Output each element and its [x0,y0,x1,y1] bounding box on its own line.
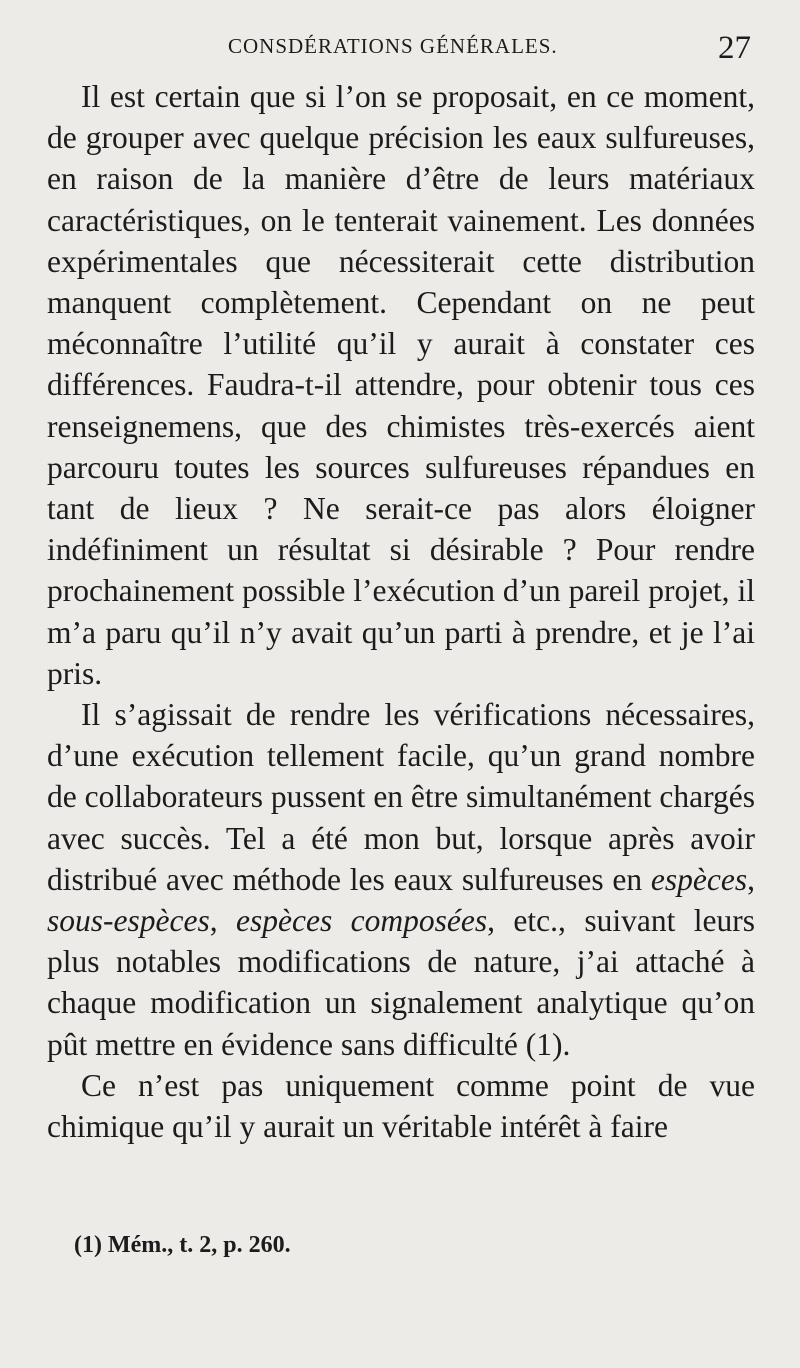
running-title: CONSDÉRATIONS GÉNÉRALES. [228,34,558,58]
body-text [47,76,755,1147]
page-header [0,30,800,74]
page-number: 27 [718,30,751,66]
italic-term-especes-composees: espèces composées [236,903,488,939]
paragraph-3: Ce n’est pas uniquement comme point de vue chimique qu’il y aurait un véritable intérêt à faire [47,1067,755,1145]
paragraph-2-text-a: Il s’agissait de rendre les vérifications nécessaires, d’une exécution tellement facile, qu’un grand nombre de collaborateurs pussent en être simultanément chargés avec succès. Tel a été mon but, lorsque après avoir distribué avec méthode les eaux sulfureuses en [47,697,755,897]
footnote: (1) Mém., t. 2, p. 260. [74,1232,291,1258]
italic-term-sous-especes: sous-espèces [47,903,210,939]
paragraph-1: Il est certain que si l’on se proposait, en ce moment, de grouper avec quelque précision les eaux sulfureuses, en raison de la manière d’être de leurs matériaux caractéristiques, on le tenterait vainement. Les données expérimentales que nécessiterait cette distribution manquent complètement. Cependant on ne peut méconnaître l’utilité qu’il y aurait à constater ces différences. Faudra-t-il attendre, pour obtenir tous ces renseignemens, que des chimistes très-exercés aient parcouru toutes les sources sulfureuses répandues en tant de lieux ? Ne serait-ce pas alors éloigner indéfiniment un résultat si désirable ? Pour rendre prochainement possible l’exécution d’un pareil projet, il m’a paru qu’il n’y avait qu’un parti à prendre, et je l’ai pris. [47,79,755,691]
paragraph-2 [47,694,755,1065]
separator: , [747,861,755,897]
separator: , [209,903,237,939]
italic-term-especes: espèces [650,861,748,897]
paragraph-2-text-b: , etc., suivant leurs plus notables modifications de nature, j’ai attaché à chaque modification un signalement analytique qu’on pût mettre en évidence sans difficulté (1). [47,903,755,1062]
